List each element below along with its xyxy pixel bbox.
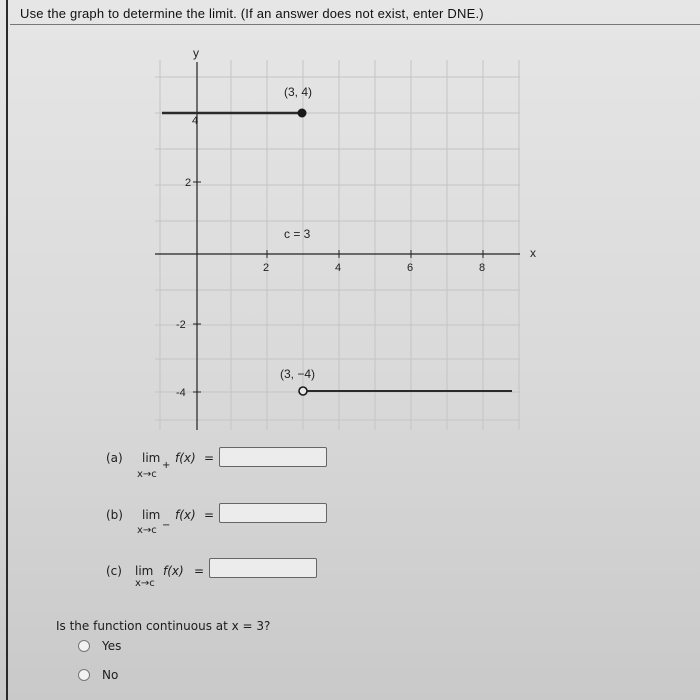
option-yes[interactable] — [78, 639, 121, 653]
option-no-label: No — [102, 668, 119, 682]
question-c-fx: f(x) — [163, 564, 184, 578]
question-a-label: (a) — [106, 451, 123, 465]
question-c-sub: x→c — [135, 578, 155, 589]
x-tick-label-2: 2 — [263, 262, 270, 274]
option-yes-label: Yes — [102, 639, 122, 653]
answer-a-input[interactable] — [219, 447, 327, 467]
question-b-eq: = — [204, 508, 215, 522]
instruction-text: Use the graph to determine the limit. (If an answer does not exist, enter DNE.) — [20, 6, 484, 21]
answer-c-input[interactable] — [209, 558, 317, 578]
upper-closed-point — [298, 109, 307, 118]
question-a-eq: = — [204, 451, 215, 465]
question-b-lim: lim — [142, 508, 161, 522]
grid-lines — [155, 60, 520, 430]
x-tick-label-6: 6 — [407, 262, 414, 274]
upper-point-label: (3, 4) — [284, 85, 313, 99]
x-tick-label-8: 8 — [479, 262, 486, 274]
question-a-sup: + — [162, 460, 171, 471]
question-a-sub: x→c — [137, 469, 157, 480]
question-b-sub: x→c — [137, 525, 157, 536]
y-tick-label-neg2: -2 — [176, 319, 186, 331]
y-axis-label: y — [193, 46, 199, 60]
question-c-eq: = — [194, 564, 205, 578]
c-label: c = 3 — [284, 227, 311, 241]
question-a-fx: f(x) — [175, 451, 196, 465]
question-b-fx: f(x) — [175, 508, 196, 522]
lower-point-label: (3, −4) — [280, 367, 316, 381]
radio-yes[interactable] — [78, 640, 90, 652]
answer-b-input[interactable] — [219, 503, 327, 523]
radio-no[interactable] — [78, 669, 90, 681]
y-tick-label-neg4: -4 — [176, 387, 186, 399]
question-b-sup: − — [162, 520, 171, 531]
question-c-lim: lim — [135, 564, 154, 578]
question-c-label: (c) — [106, 564, 122, 578]
lower-open-point — [299, 387, 307, 395]
x-axis-label: x — [530, 246, 536, 260]
option-no[interactable] — [78, 668, 118, 682]
question-a-lim: lim — [142, 451, 161, 465]
y-tick-label-4: 4 — [192, 115, 199, 127]
question-b-label: (b) — [106, 508, 123, 522]
y-tick-label-2: 2 — [185, 177, 192, 189]
continuity-question: Is the function continuous at x = 3? — [56, 619, 271, 633]
x-tick-label-4: 4 — [335, 262, 342, 274]
